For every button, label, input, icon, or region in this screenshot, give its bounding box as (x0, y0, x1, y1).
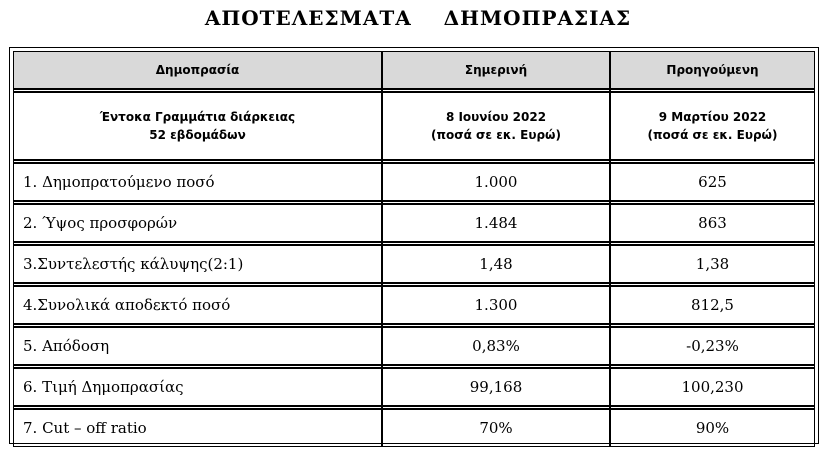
row-label: 1. Δημοπρατούμενο ποσό (13, 163, 382, 201)
row-label: 5. Απόδοση (13, 327, 382, 365)
instrument-line-1: Έντοκα Γραμμάτια διάρκειας (99, 110, 296, 124)
row-label: 4.Συνολικά αποδεκτό ποσό (13, 286, 382, 324)
previous-date: 9 Μαρτίου 2022 (658, 110, 767, 124)
previous-value: 90% (610, 409, 815, 447)
previous-value: 863 (610, 204, 815, 242)
table-subheader-row (13, 92, 815, 160)
current-unit: (ποσά σε εκ. Ευρώ) (431, 128, 561, 142)
current-value: 1.300 (382, 286, 610, 324)
previous-unit: (ποσά σε εκ. Ευρώ) (647, 128, 778, 142)
table-row (13, 245, 815, 283)
previous-value: 625 (610, 163, 815, 201)
previous-date-cell (610, 92, 815, 160)
previous-value: 100,230 (610, 368, 815, 406)
header-current: Σημερινή (382, 51, 610, 89)
current-date: 8 Ιουνίου 2022 (445, 110, 547, 124)
auction-results-table (13, 51, 815, 447)
previous-value: 812,5 (610, 286, 815, 324)
current-date-cell (382, 92, 610, 160)
current-value: 99,168 (382, 368, 610, 406)
current-value: 1.000 (382, 163, 610, 201)
row-label: 6. Τιμή Δημοπρασίας (13, 368, 382, 406)
current-value: 70% (382, 409, 610, 447)
table-row (13, 163, 815, 201)
current-value: 1.484 (382, 204, 610, 242)
previous-value: -0,23% (610, 327, 815, 365)
previous-value: 1,38 (610, 245, 815, 283)
page-title: ΑΠΟΤΕΛΕΣΜΑΤΑ ΔΗΜΟΠΡΑΣΙΑΣ (204, 6, 632, 30)
instrument-cell (13, 92, 382, 160)
table-row (13, 409, 815, 447)
instrument-line-2: 52 εβδομάδων (149, 128, 246, 142)
current-value: 1,48 (382, 245, 610, 283)
header-auction: Δημοπρασία (13, 51, 382, 89)
row-label: 3.Συντελεστής κάλυψης(2:1) (13, 245, 382, 283)
current-value: 0,83% (382, 327, 610, 365)
table-row (13, 204, 815, 242)
table-row (13, 368, 815, 406)
table-row (13, 286, 815, 324)
row-label: 7. Cut – off ratio (13, 409, 382, 447)
table-row (13, 327, 815, 365)
header-previous: Προηγούμενη (610, 51, 815, 89)
row-label: 2. Ύψος προσφορών (13, 204, 382, 242)
table-header-row (13, 51, 815, 89)
